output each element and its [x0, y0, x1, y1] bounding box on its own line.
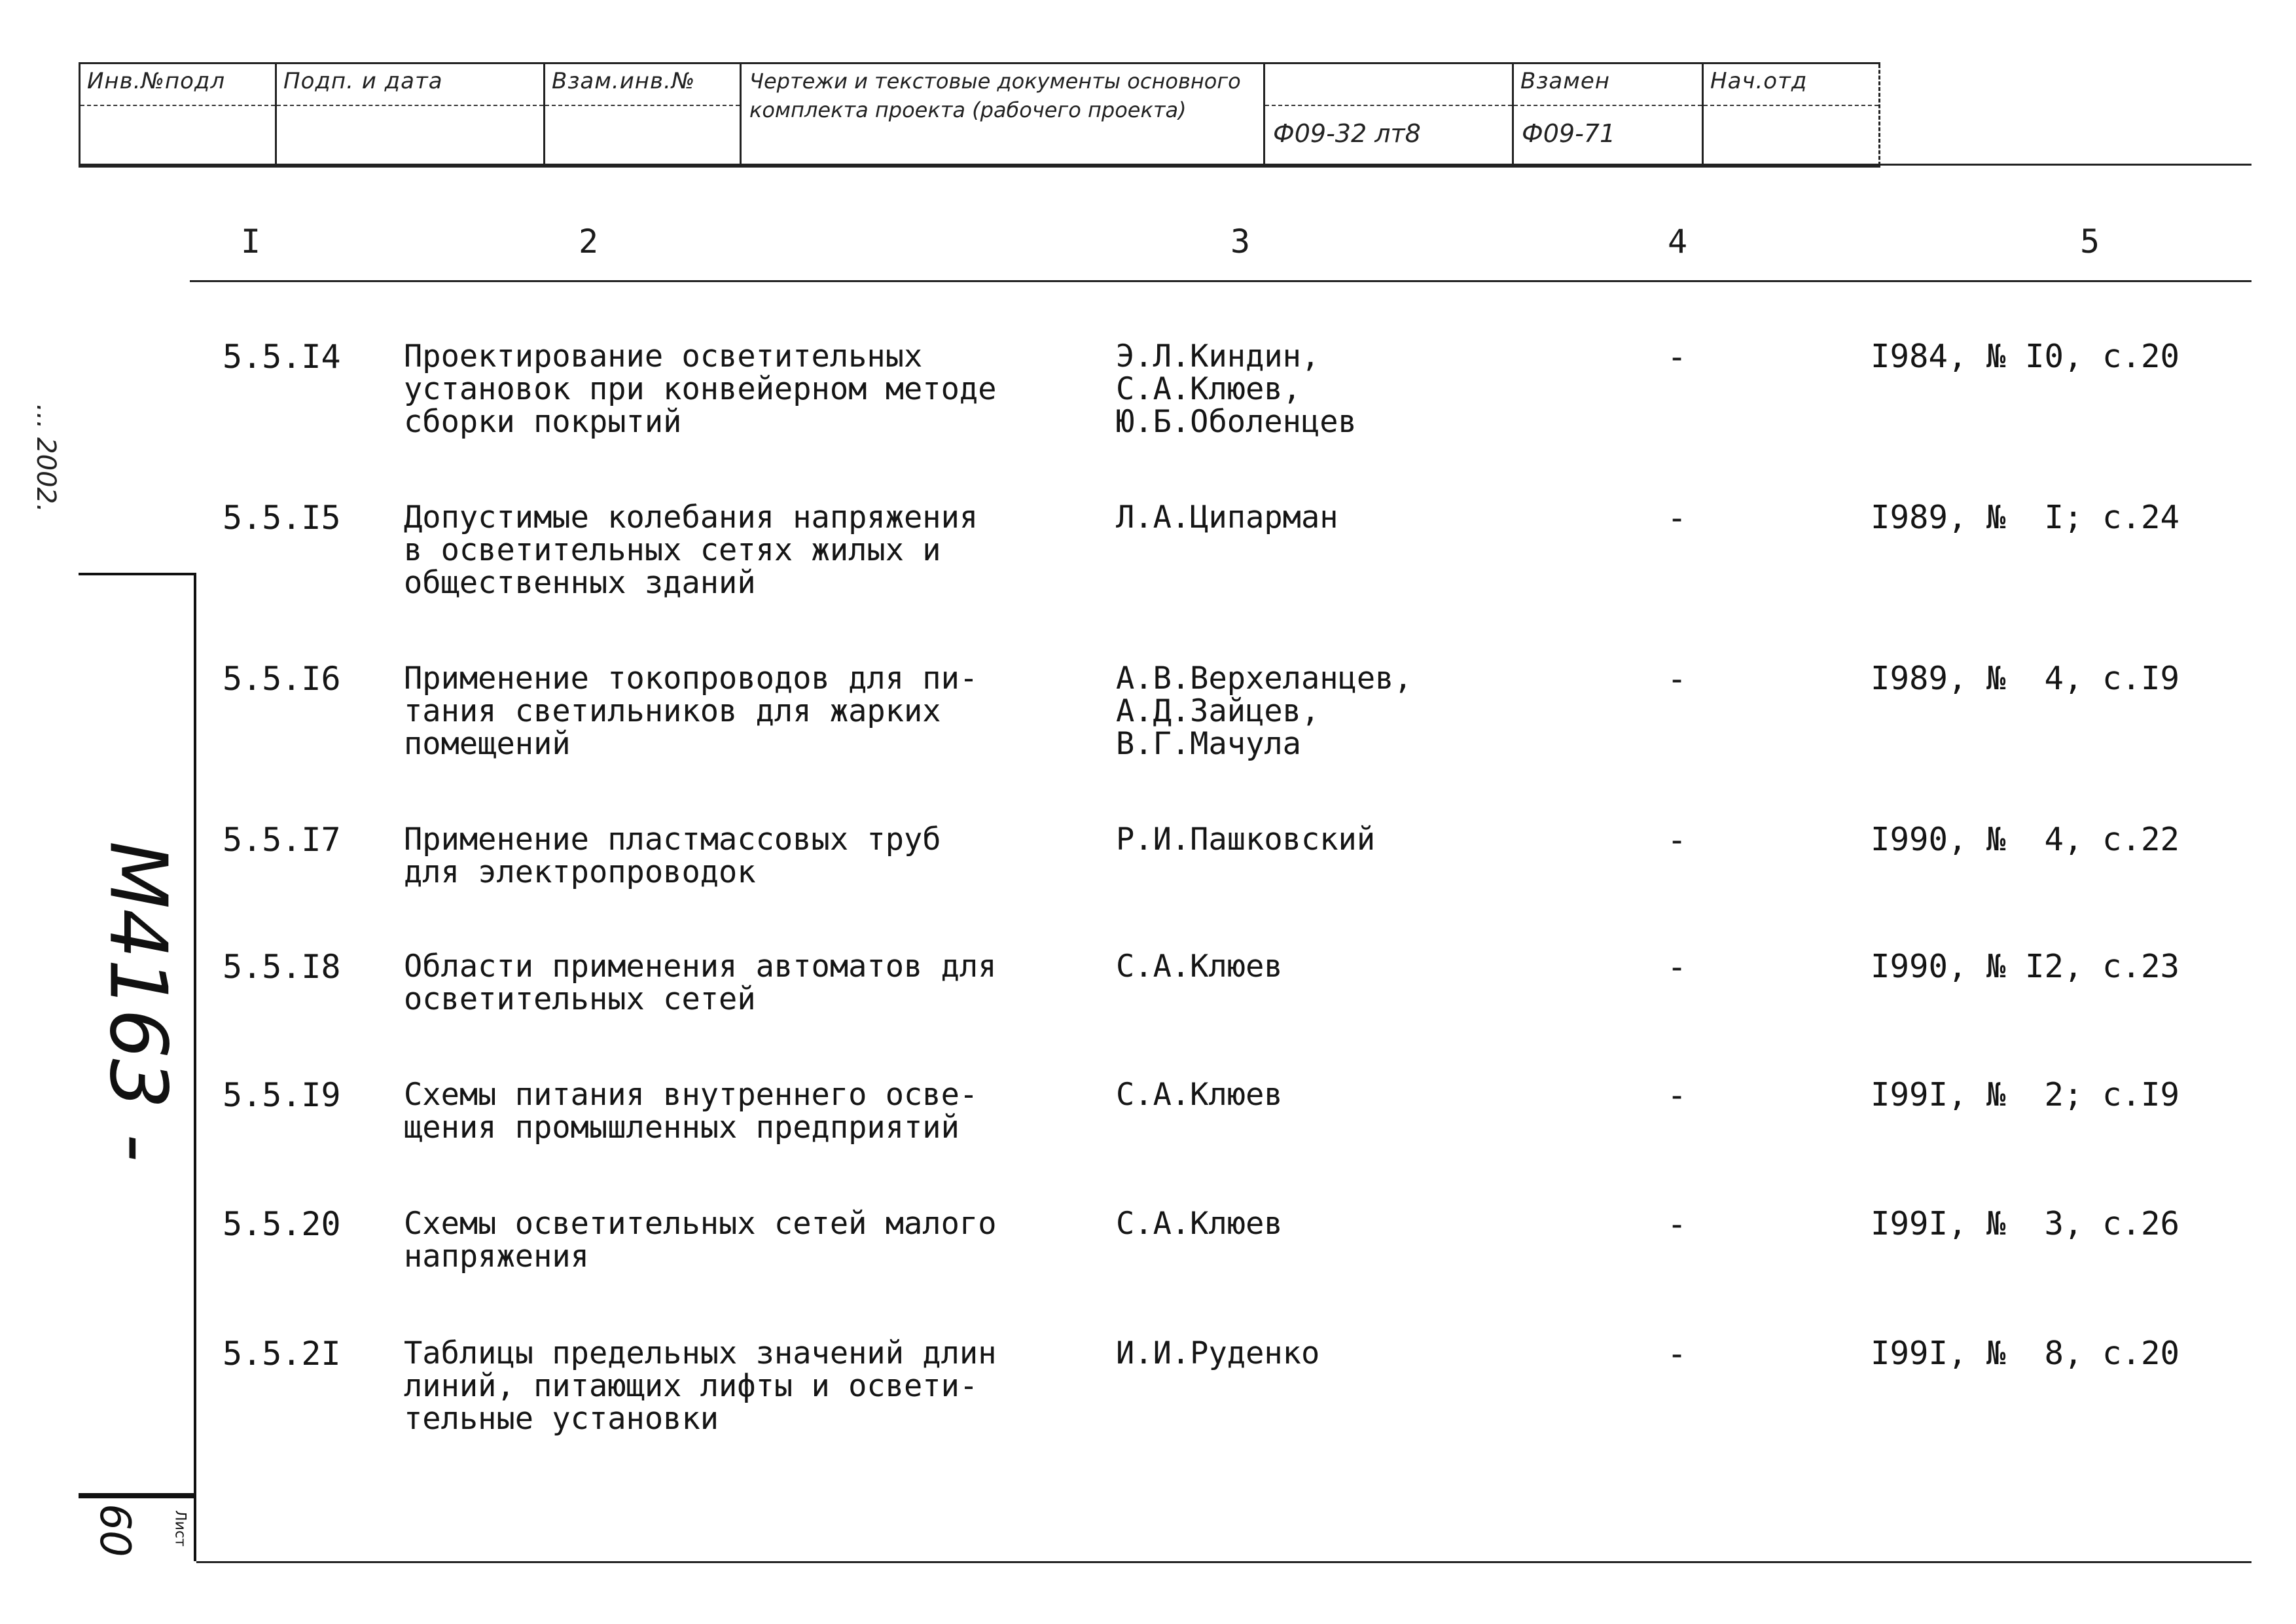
row-source: I989, № 4, с.I9 — [1871, 660, 2180, 697]
column-header-2: 2 — [579, 223, 599, 261]
margin-vertical-note: ... 2002. — [31, 404, 61, 513]
row-title: Схемы питания внутреннего осве- щения промышленных предприятий — [404, 1077, 978, 1146]
stamp-cell-signature — [277, 64, 545, 166]
row-authors: С.А.Клюев — [1116, 948, 1283, 984]
row-title: Таблицы предельных значений длин линий, питающих лифты и освети- тельные установки — [404, 1335, 997, 1437]
row-title: Области применения автоматов для осветительных сетей — [404, 948, 997, 1017]
sheet-number: 60 — [90, 1504, 139, 1557]
row-authors: Р.И.Пашковский — [1116, 821, 1376, 857]
column-header-4: 4 — [1668, 223, 1688, 261]
inventory-number: М4163 - — [92, 840, 183, 1163]
row-title: Применение пластмассовых труб для электропроводок — [404, 821, 941, 890]
stamp-head-inventory: Инв.№подл — [87, 68, 226, 94]
row-title: Допустимые колебания напряжения в осветительных сетях жилых и общественных зданий — [404, 499, 978, 601]
row-authors: Л.А.Ципарман — [1116, 499, 1338, 535]
stamp-cell-code — [1265, 64, 1514, 166]
row-source: I99I, № 2; с.I9 — [1871, 1076, 2180, 1113]
row-authors: Э.Л.Киндин, С.А.Клюев, Ю.Б.Оболенцев — [1116, 338, 1357, 440]
row-number: 5.5.I9 — [223, 1076, 341, 1114]
row-col4: - — [1667, 948, 1687, 986]
row-number: 5.5.2I — [223, 1335, 341, 1373]
row-col4: - — [1667, 1076, 1687, 1114]
column-header-5: 5 — [2080, 223, 2100, 261]
column-header-1: I — [241, 223, 261, 261]
row-source: I990, № 4, с.22 — [1871, 821, 2180, 858]
stamp-bottom-rule — [79, 164, 2251, 166]
stamp-cell-head-of-dept — [1704, 64, 1880, 166]
sheet-label: Лист — [171, 1510, 188, 1547]
stamp-replaces-value: Ф09-71 — [1522, 119, 1616, 148]
bottom-rule — [196, 1561, 2251, 1563]
row-number: 5.5.I8 — [223, 948, 341, 986]
stamp-head-head-of-dept: Нач.отд — [1710, 68, 1808, 94]
row-authors: И.И.Руденко — [1116, 1335, 1320, 1371]
stamp-cell-description — [742, 64, 1265, 166]
stamp-head-signature: Подп. и дата — [283, 68, 443, 94]
row-col4: - — [1667, 338, 1687, 376]
row-title: Проектирование осветительных установок при конвейерном методе сборки покрытий — [404, 338, 997, 440]
row-authors: С.А.Клюев — [1116, 1077, 1283, 1113]
stamp-description: Чертежи и текстовые документы основного комплекта проекта (рабочего проекта) — [749, 69, 1241, 122]
column-header-3: 3 — [1230, 223, 1251, 261]
title-stamp — [79, 62, 1880, 168]
row-number: 5.5.I7 — [223, 821, 341, 859]
row-col4: - — [1667, 1205, 1687, 1243]
stamp-head-replaced-inventory: Взам.инв.№ — [552, 68, 696, 94]
stamp-cell-replaced-inventory — [545, 64, 742, 166]
row-number: 5.5.I4 — [223, 338, 341, 376]
row-col4: - — [1667, 499, 1687, 537]
row-title: Применение токопроводов для пи- тания светильников для жарких помещений — [404, 660, 978, 762]
row-number: 5.5.I6 — [223, 660, 341, 698]
row-source: I989, № I; с.24 — [1871, 499, 2180, 536]
row-source: I99I, № 8, с.20 — [1871, 1335, 2180, 1372]
row-col4: - — [1667, 1335, 1687, 1373]
row-col4: - — [1667, 660, 1687, 698]
row-title: Схемы осветительных сетей малого напряжения — [404, 1206, 997, 1274]
row-source: I984, № I0, с.20 — [1871, 338, 2180, 375]
stamp-cell-replaces — [1514, 64, 1704, 166]
header-rule — [190, 280, 2251, 282]
row-number: 5.5.20 — [223, 1205, 341, 1243]
row-authors: А.В.Верхеланцев, А.Д.Зайцев, В.Г.Мачула — [1116, 660, 1412, 762]
row-source: I990, № I2, с.23 — [1871, 948, 2180, 985]
stamp-code-value: Ф09-32 лт8 — [1273, 119, 1421, 148]
row-authors: С.А.Клюев — [1116, 1206, 1283, 1242]
row-source: I99I, № 3, с.26 — [1871, 1205, 2180, 1242]
stamp-cell-inventory — [81, 64, 277, 166]
stamp-head-replaces: Взамен — [1520, 68, 1611, 94]
row-number: 5.5.I5 — [223, 499, 341, 537]
row-col4: - — [1667, 821, 1687, 859]
